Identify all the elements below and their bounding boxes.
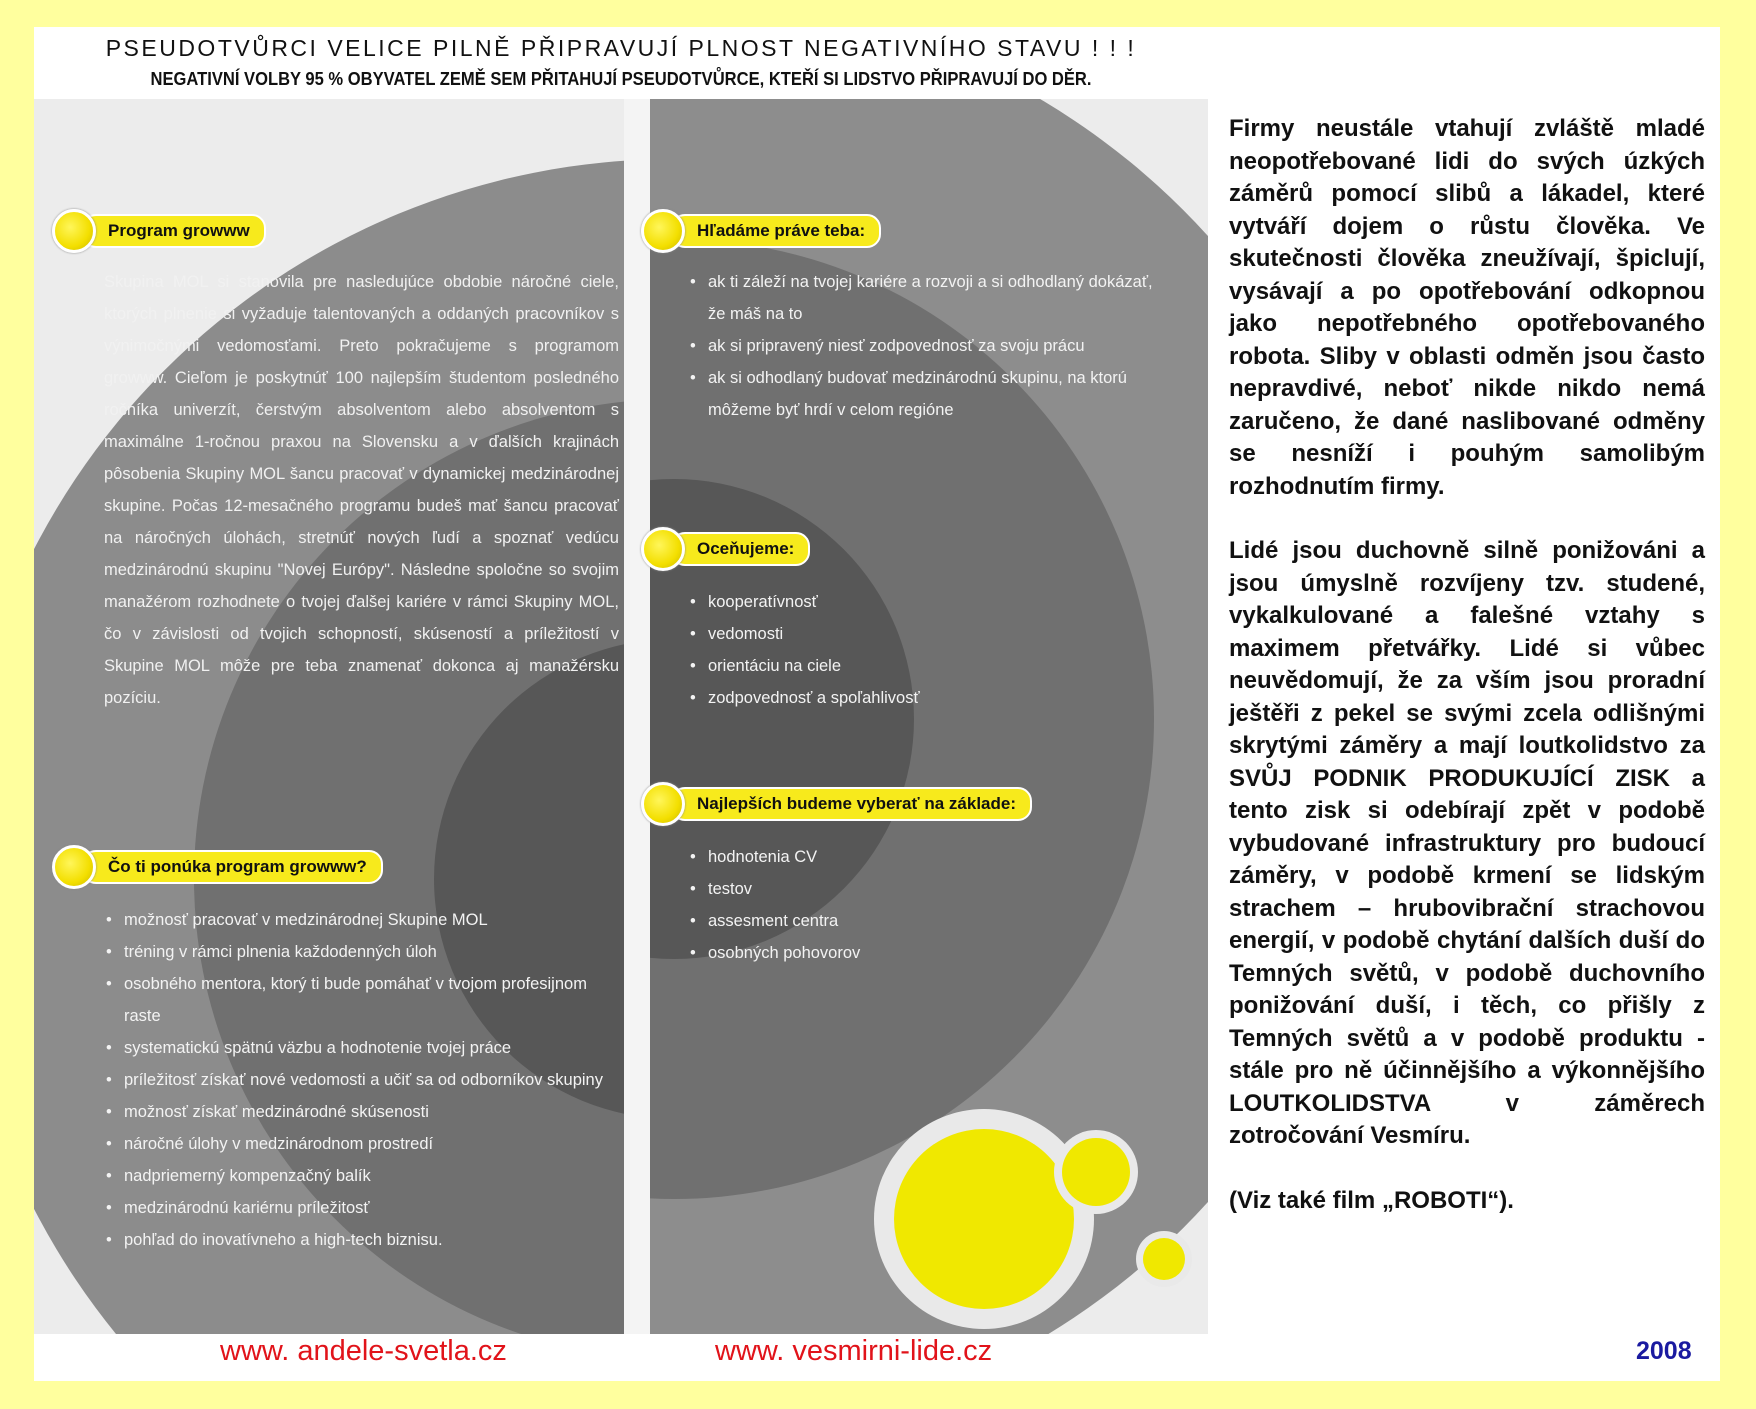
program-heading: Program growww: [52, 209, 266, 253]
list-item: • možnosť pracovať v medzinárodnej Skupine MOL: [106, 904, 606, 936]
list-item: • vedomosti: [690, 618, 1090, 650]
list-item: • tréning v rámci plnenia každodenných úloh: [106, 936, 606, 968]
commentary-note: (Viz také film „ROBOTI“).: [1229, 1186, 1514, 1214]
page-subtitle: NEGATIVNÍ VOLBY 95 % OBYVATEL ZEMĚ SEM PŘITAHUJÍ PSEUDOTVŮRCE, KTEŘÍ SI LIDSTVO PŘIPRAVUJÍ DO DĚR.: [150, 69, 1092, 89]
commentary-paragraph-2: Lidé jsou duchovně silně ponižováni a jsou úmyslně rozvíjeny tzv. studené, vykalkulované a falešné vztahy s maximem přetvářky. Lidé si vůbec neuvědomují, že za vším jsou proradní ještěři z pekel se svými zcela odlišnými skrytými záměry a mají loutkolidstvo za SVŮJ PODNIK PRODUKUJÍCÍ ZISK a tento zisk si odebírají zpět v podobě vybudované infrastruktury pro budoucí záměry, v podobě krmení se lidským strachem – hrubovibrační strachovou energií, v podobě chytání dalších duší do Temných světů, v podobě duchovního ponižování duší, i těch, co přišly z Temných světů a v podobě produktu - stále pro ně účinnějšího a výkonnějšího LOUTKOLIDSTVA v záměrech zotročování Vesmíru.: [1229, 537, 1705, 1149]
list-item: • medzinárodnú kariérnu príležitosť: [106, 1192, 606, 1224]
page: [34, 27, 1720, 1381]
list-item: • ak si pripravený niesť zodpovednosť za svoju prácu: [690, 330, 1170, 362]
list-item: • osobných pohovorov: [690, 937, 1090, 969]
commentary-paragraph-1: Firmy neustále vtahují zvláště mladé neopotřebované lidi do svých úzkých záměrů pomocí slibů a lákadel, které vytváří dojem o růstu člověka. Ve skutečnosti člověka zneužívají, špiclují, vysávají a po opotřebování odkopnou jako nepotřebného opotřebovaného robota. Sliby v oblasti odměn jsou často nepravdivé, neboť nikde nikdo nemá zaručeno, že dané naslibované odměny se nesníží i pouhým samolibým rozhodnutím firmy.: [1229, 115, 1705, 500]
list-item: • ak ti záleží na tvojej kariére a rozvoji a si odhodlaný dokázať, že máš na to: [690, 266, 1170, 330]
page-title: PSEUDOTVŮRCI VELICE PILNĚ PŘIPRAVUJÍ PLNOST NEGATIVNÍHO STAVU ! ! !: [105, 35, 1137, 61]
list-item: • hodnotenia CV: [690, 841, 1090, 873]
list-item: • pohľad do inovatívneho a high-tech biznisu.: [106, 1224, 606, 1256]
offer-list: [106, 904, 606, 1256]
list-item: • zodpovednosť a spoľahlivosť: [690, 682, 1090, 714]
footer-link-andele-svetla[interactable]: www. andele-svetla.cz: [220, 1335, 507, 1367]
yellow-bullet-icon: [52, 209, 96, 253]
list-item: • assesment centra: [690, 905, 1090, 937]
list-item: • ak si odhodlaný budovať medzinárodnú skupinu, na ktorú môžeme byť hrdí v celom regióne: [690, 362, 1170, 426]
list-item: • systematickú spätnú väzbu a hodnotenie tvojej práce: [106, 1032, 606, 1064]
offer-heading: Čo ti ponúka program growww?: [52, 845, 383, 889]
seeking-heading: Hľadáme práve teba:: [641, 209, 881, 253]
yellow-bullet-icon: [641, 209, 685, 253]
list-item: • kooperatívnosť: [690, 586, 1090, 618]
yellow-bullet-icon: [641, 782, 685, 826]
values-list: [690, 586, 1090, 714]
list-item: • testov: [690, 873, 1090, 905]
list-item: • nadpriemerný kompenzačný balík: [106, 1160, 606, 1192]
values-heading: Oceňujeme:: [641, 527, 810, 571]
yellow-bullet-icon: [641, 527, 685, 571]
list-item: • príležitosť získať nové vedomosti a učiť sa od odborníkov skupiny: [106, 1064, 606, 1096]
list-item: • možnosť získať medzinárodné skúsenosti: [106, 1096, 606, 1128]
list-item: • náročné úlohy v medzinárodnom prostredí: [106, 1128, 606, 1160]
footer-link-vesmirni-lide[interactable]: www. vesmirni-lide.cz: [715, 1335, 993, 1367]
list-item: • orientáciu na ciele: [690, 650, 1090, 682]
selection-heading: Najlepších budeme vyberať na základe:: [641, 782, 1032, 826]
yellow-bullet-icon: [52, 845, 96, 889]
selection-list: [690, 841, 1090, 969]
list-item: • osobného mentora, ktorý ti bude pomáhať v tvojom profesijnom raste: [106, 968, 606, 1032]
seeking-list: [690, 266, 1170, 426]
brochure-scan: [34, 99, 1208, 1334]
program-description: Skupina MOL si stanovila pre nasledujúce obdobie náročné ciele, ktorých plnenie si vyžaduje talentovaných a oddaných pracovníkov s výnimočnými vedomosťami. Preto pokračujeme s programom growww. Cieľom je poskytnúť 100 najlepším študentom posledného ročníka univerzít, čerstvým absolventom alebo absolventom s maximálne 1-ročnou praxou na Slovensku a v ďalších krajinách pôsobenia Skupiny MOL šancu pracovať v dynamickej medzinárodnej skupine. Počas 12-mesačného programu budeš mať šancu pracovať na náročných úlohách, stretnúť nových ľudí a spoznať vedúcu medzinárodnú skupinu "Novej Európy". Následne spoločne so svojim manažérom rozhodnete o tvojej ďalšej kariére v rámci Skupiny MOL, čo v závislosti od tvojich schopností, skúseností a príležitostí v Skupine MOL môže pre teba znamenať dokonca aj manažérsku pozíciu.: [104, 273, 619, 707]
commentary: [1229, 113, 1705, 1249]
year-label: 2008: [1636, 1337, 1692, 1365]
